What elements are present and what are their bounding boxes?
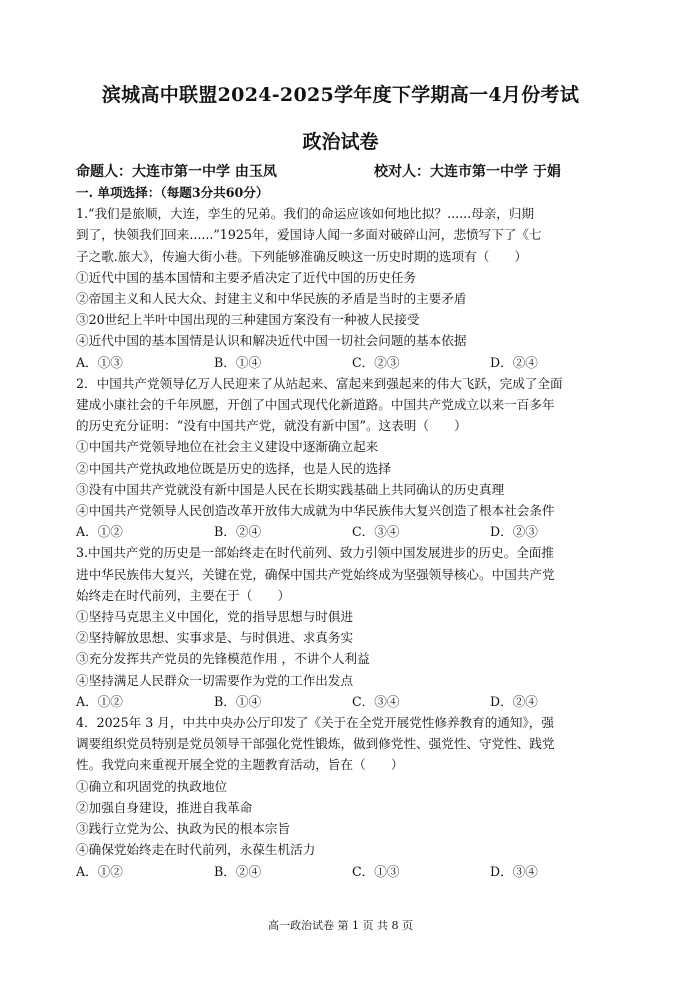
statement: ④中国共产党领导人民创造改革开放伟大成就为中华民族伟大复兴创造了根本社会条件 bbox=[76, 503, 555, 519]
section-heading: 一. 单项选择：（每题3分共60分） bbox=[76, 185, 269, 200]
statement: ①中国共产党领导地位在社会主义建设中逐渐确立起来 bbox=[76, 439, 379, 455]
option-d: D．②④ bbox=[490, 693, 538, 709]
option-c: C．③④ bbox=[352, 693, 400, 709]
statement: ②中国共产党执政地位既是历史的选择，也是人民的选择 bbox=[76, 460, 391, 476]
statement: ①近代中国的基本国情和主要矛盾决定了近代中国的历史任务 bbox=[76, 269, 417, 285]
exam-subtitle: 政治试卷 bbox=[302, 131, 379, 153]
option-a: A．①② bbox=[76, 524, 123, 540]
statement: ④近代中国的基本国情是认识和解决近代中国一切社会问题的基本依据 bbox=[76, 333, 467, 349]
statement: ①确立和巩固党的执政地位 bbox=[76, 778, 228, 794]
author-label: 命题人：大连市第一中学 由玉凤 bbox=[76, 164, 277, 180]
exam-content bbox=[76, 182, 610, 882]
statement: ③没有中国共产党就没有新中国是人民在长期实践基础上共同确认的历史真理 bbox=[76, 481, 505, 497]
option-b: B．②④ bbox=[214, 863, 262, 879]
question-line: 的历史充分证明：“没有中国共产党，就没有新中国”。这表明（ ） bbox=[76, 418, 467, 434]
option-c: C．③④ bbox=[352, 524, 400, 540]
option-a: A．①② bbox=[76, 863, 123, 879]
option-d: D．②③ bbox=[490, 524, 538, 540]
statement: ③20世纪上半叶中国出现的三种建国方案没有一种被人民接受 bbox=[76, 312, 420, 328]
question-line: 建成小康社会的千年夙愿，开创了中国式现代化新道路。中国共产党成立以来一百多年 bbox=[76, 397, 555, 413]
answer-options bbox=[76, 352, 610, 373]
question-line: 始终走在时代前列，主要在于（ ） bbox=[76, 587, 291, 603]
page-footer: 高一政治试卷 第 1 页 共 8 页 bbox=[268, 919, 413, 932]
question-line: 1.“我们是旅顺，大连，孪生的兄弟。我们的命运应该如何地比拟？......母亲，归期 bbox=[76, 206, 535, 222]
statement: ②帝国主义和人民大众、封建主义和中华民族的矛盾是当时的主要矛盾 bbox=[76, 291, 467, 307]
option-b: B．②④ bbox=[214, 524, 262, 540]
author-row bbox=[76, 163, 606, 181]
statement: ③践行立党为公、执政为民的根本宗旨 bbox=[76, 821, 291, 837]
statement: ④确保党始终走在时代前列，永葆生机活力 bbox=[76, 842, 316, 858]
question-line: 进中华民族伟大复兴，关键在党，确保中国共产党始终成为坚强领导核心。中国共产党 bbox=[76, 566, 555, 582]
question-line: 3.中国共产党的历史是一部始终走在时代前列、致力引领中国发展进步的历史。全面推 bbox=[76, 545, 554, 561]
answer-options bbox=[76, 861, 610, 882]
question-4 bbox=[76, 712, 610, 882]
question-line: 到了，快领我们回来......”1925年，爱国诗人闻一多面对破碎山河，悲愤写下了《七 bbox=[76, 227, 542, 243]
question-line: 子之歌.旅大》，传遍大街小巷。下列能够准确反映这一历史时期的选项有（ ） bbox=[76, 248, 528, 264]
statement: ②加强自身建设，推进自我革命 bbox=[76, 799, 253, 815]
question-line: 2．中国共产党领导亿万人民迎来了从站起来、富起来到强起来的伟大飞跃，完成了全面 bbox=[76, 375, 563, 391]
statement: ③充分发挥共产党员的先锋模范作用 ，不讲个人利益 bbox=[76, 651, 370, 667]
option-b: B．①④ bbox=[214, 693, 262, 709]
option-d: D．②④ bbox=[490, 354, 538, 370]
option-b: B．①④ bbox=[214, 354, 262, 370]
reviewer-label: 校对人：大连市第一中学 于娟 bbox=[374, 164, 561, 180]
question-1 bbox=[76, 203, 610, 373]
question-3 bbox=[76, 542, 610, 712]
option-c: C．②③ bbox=[352, 354, 400, 370]
statement: ②坚持解放思想、实事求是、与时俱进、求真务实 bbox=[76, 630, 354, 646]
option-c: C．①③ bbox=[352, 863, 400, 879]
exam-title: 滨城高中联盟2024-2025学年度下学期高一4月份考试 bbox=[101, 84, 580, 106]
question-line: 4．2025年 3 月，中共中央办公厅印发了《关于在全党开展党性修养教育的通知》，强 bbox=[76, 715, 554, 731]
question-line: 性。我党向来重视开展全党的主题教育活动，旨在（ ） bbox=[76, 757, 404, 773]
question-2 bbox=[76, 373, 610, 543]
question-line: 调要组织党员特别是党员领导干部强化党性锻炼，做到修党性、强党性、守党性、践党 bbox=[76, 736, 555, 752]
answer-options bbox=[76, 521, 610, 542]
statement: ①坚持马克思主义中国化，党的指导思想与时俱进 bbox=[76, 609, 354, 625]
option-a: A．①② bbox=[76, 693, 123, 709]
option-a: A．①③ bbox=[76, 354, 123, 370]
option-d: D．③④ bbox=[490, 863, 538, 879]
statement: ④坚持满足人民群众一切需要作为党的工作出发点 bbox=[76, 672, 354, 688]
answer-options bbox=[76, 691, 610, 712]
